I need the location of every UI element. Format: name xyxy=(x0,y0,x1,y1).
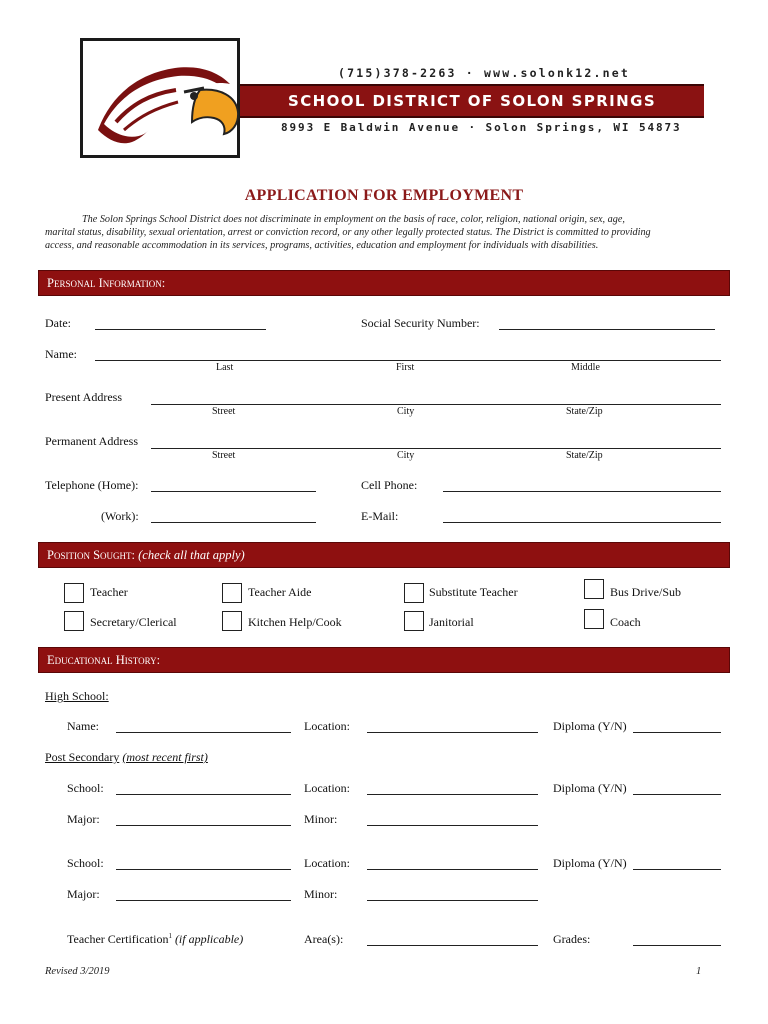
name-last-caption: Last xyxy=(216,362,234,373)
hs-location-field[interactable] xyxy=(367,732,538,733)
name-first-caption: First xyxy=(396,362,415,373)
cert-note: (if applicable) xyxy=(174,932,244,946)
option-label: Secretary/Clerical xyxy=(90,615,177,629)
option-label: Bus Drive/Sub xyxy=(610,585,682,599)
date-label: Date: xyxy=(45,316,71,330)
name-label: Name: xyxy=(45,347,77,361)
location-label: Location: xyxy=(304,781,350,795)
option-label: Substitute Teacher xyxy=(429,585,518,599)
hs-name-field[interactable] xyxy=(116,732,291,733)
section-header-position xyxy=(38,542,730,568)
high-school-label: High School: xyxy=(45,689,109,703)
section-header-personal xyxy=(38,270,730,296)
date-field[interactable] xyxy=(95,329,266,330)
city-caption: City xyxy=(397,450,415,461)
post-secondary-label xyxy=(45,750,208,765)
hs-diploma-label: Diploma (Y/N) xyxy=(553,719,627,733)
school-label: School: xyxy=(67,781,104,795)
state-zip-caption: State/Zip xyxy=(566,406,603,417)
permanent-address-label: Permanent Address xyxy=(45,434,138,448)
location-label: Location: xyxy=(304,856,350,870)
email-label: E-Mail: xyxy=(361,509,399,523)
page-title: APPLICATION FOR EMPLOYMENT xyxy=(244,187,524,204)
teacher-certification-label xyxy=(67,932,243,947)
diploma-label: Diploma (Y/N) xyxy=(553,856,627,870)
checkbox-secretary[interactable] xyxy=(64,611,84,631)
school-1-field[interactable] xyxy=(116,794,291,795)
post-secondary-title: Post Secondary xyxy=(45,750,120,764)
ssn-label: Social Security Number: xyxy=(361,316,480,330)
contact-line: (715)378-2263 · www.solonk12.net xyxy=(338,66,630,80)
cert-title: Teacher Certification xyxy=(67,932,169,946)
district-banner xyxy=(240,84,704,118)
revision-date: Revised 3/2019 xyxy=(45,966,110,977)
phone-work-field[interactable] xyxy=(151,522,316,523)
notice-line: access, and reasonable accommodation in its services, programs, activities, education and employment for individuals with disabilities. xyxy=(45,240,599,251)
ssn-field[interactable] xyxy=(499,329,715,330)
name-middle-caption: Middle xyxy=(571,362,600,373)
minor-label: Minor: xyxy=(304,812,338,826)
checkbox-bus-driver[interactable] xyxy=(584,579,604,599)
street-caption: Street xyxy=(212,450,236,461)
cell-phone-field[interactable] xyxy=(443,491,721,492)
school-2-field[interactable] xyxy=(116,869,291,870)
school-2-location-field[interactable] xyxy=(367,869,538,870)
section-header-education xyxy=(38,647,730,673)
areas-label: Area(s): xyxy=(304,932,344,946)
school-2-diploma-field[interactable] xyxy=(633,869,721,870)
checkbox-janitorial[interactable] xyxy=(404,611,424,631)
cert-grades-field[interactable] xyxy=(633,945,721,946)
hs-diploma-field[interactable] xyxy=(633,732,721,733)
page-number: 1 xyxy=(696,966,702,977)
grades-label: Grades: xyxy=(553,932,591,946)
checkbox-teacher-aide[interactable] xyxy=(222,583,242,603)
district-logo xyxy=(80,38,240,158)
minor-label: Minor: xyxy=(304,887,338,901)
hs-name-label: Name: xyxy=(67,719,99,733)
street-caption: Street xyxy=(212,406,236,417)
footnote-marker: 1 xyxy=(168,932,172,940)
school-2-major-field[interactable] xyxy=(116,900,291,901)
school-2-minor-field[interactable] xyxy=(367,900,538,901)
present-address-label: Present Address xyxy=(45,390,122,404)
email-field[interactable] xyxy=(443,522,721,523)
school-1-location-field[interactable] xyxy=(367,794,538,795)
phone-work-label: (Work): xyxy=(101,509,139,523)
district-address: 8993 E Baldwin Avenue · Solon Springs, WI 54873 xyxy=(281,121,682,134)
checkbox-substitute-teacher[interactable] xyxy=(404,583,424,603)
cell-phone-label: Cell Phone: xyxy=(361,478,418,492)
phone-home-field[interactable] xyxy=(151,491,316,492)
present-address-field[interactable] xyxy=(151,404,721,405)
eagle-icon xyxy=(80,38,240,158)
section-title: Educational History: xyxy=(47,653,161,667)
permanent-address-field[interactable] xyxy=(151,448,721,449)
name-field[interactable] xyxy=(95,360,721,361)
option-label: Coach xyxy=(610,615,641,629)
nondiscrimination-notice xyxy=(45,213,725,252)
option-label: Kitchen Help/Cook xyxy=(248,615,342,629)
district-name: SCHOOL DISTRICT OF SOLON SPRINGS xyxy=(288,92,657,110)
post-secondary-note: (most recent first) xyxy=(122,750,208,764)
checkbox-teacher[interactable] xyxy=(64,583,84,603)
section-title xyxy=(47,548,245,563)
checkbox-coach[interactable] xyxy=(584,609,604,629)
cert-areas-field[interactable] xyxy=(367,945,538,946)
notice-line: marital status, disability, sexual orientation, arrest or conviction record, or any other legally protected status. The District is committed to providing xyxy=(45,227,651,238)
phone-home-label: Telephone (Home): xyxy=(45,478,139,492)
city-caption: City xyxy=(397,406,415,417)
section-title-main: Position Sought: xyxy=(47,548,139,562)
major-label: Major: xyxy=(67,812,100,826)
school-1-diploma-field[interactable] xyxy=(633,794,721,795)
checkbox-kitchen-help[interactable] xyxy=(222,611,242,631)
hs-location-label: Location: xyxy=(304,719,350,733)
state-zip-caption: State/Zip xyxy=(566,450,603,461)
section-title: Personal Information: xyxy=(47,276,166,290)
option-label: Teacher Aide xyxy=(248,585,312,599)
notice-line: The Solon Springs School District does not discriminate in employment on the basis of race, color, religion, national origin, sex, age, xyxy=(82,214,625,225)
section-title-note: (check all that apply) xyxy=(138,548,245,562)
school-1-minor-field[interactable] xyxy=(367,825,538,826)
option-label: Teacher xyxy=(90,585,128,599)
major-label: Major: xyxy=(67,887,100,901)
diploma-label: Diploma (Y/N) xyxy=(553,781,627,795)
school-1-major-field[interactable] xyxy=(116,825,291,826)
school-label: School: xyxy=(67,856,104,870)
option-label: Janitorial xyxy=(429,615,474,629)
